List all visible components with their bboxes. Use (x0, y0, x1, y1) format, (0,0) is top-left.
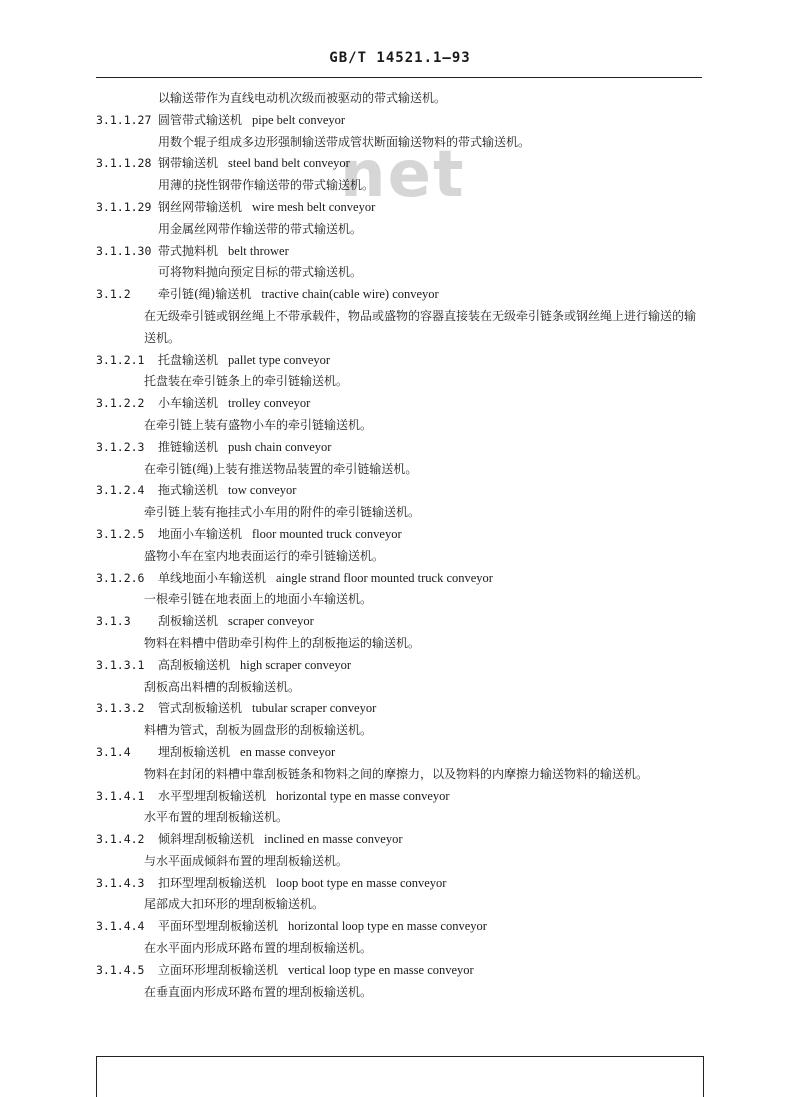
term-english: tow conveyor (228, 483, 297, 498)
term-chinese: 推链输送机 (158, 439, 219, 454)
term-heading (96, 153, 706, 175)
term-heading (96, 829, 706, 851)
term-chinese: 扣环型埋刮板输送机 (158, 875, 267, 890)
term-english: scraper conveyor (228, 614, 314, 629)
term-definition: 物料在料槽中借助牵引构件上的刮板拖运的输送机。 (144, 635, 421, 650)
term-chinese: 拖式输送机 (158, 483, 219, 498)
term-entry (96, 393, 706, 437)
term-english: belt thrower (228, 243, 289, 258)
term-english: floor mounted truck conveyor (252, 526, 402, 541)
term-entry (96, 655, 706, 699)
term-definition: 料槽为管式，刮板为圆盘形的刮板输送机。 (144, 723, 373, 738)
term-number: 3.1.2.5 (96, 526, 145, 541)
term-chinese: 牵引链(绳)输送机 (158, 287, 252, 302)
term-heading (96, 655, 706, 677)
term-english: loop boot type en masse conveyor (276, 875, 447, 890)
term-entry (96, 524, 706, 568)
term-number: 3.1.2.1 (96, 352, 145, 367)
term-entry (96, 611, 706, 655)
watermark: net (340, 138, 466, 212)
term-definition: 牵引链上装有拖挂式小车用的附件的牵引链输送机。 (144, 505, 421, 520)
term-definition: 托盘装在牵引链条上的牵引链输送机。 (144, 374, 349, 389)
term-number: 3.1.2.4 (96, 483, 145, 498)
term-english: inclined en masse conveyor (264, 832, 403, 847)
term-chinese: 圆管带式输送机 (158, 112, 243, 127)
term-definition: 刮板高出料槽的刮板输送机。 (144, 679, 301, 694)
term-entry (96, 153, 706, 197)
term-heading (96, 786, 706, 808)
term-number: 3.1.2.3 (96, 439, 145, 454)
term-chinese: 地面小车输送机 (158, 526, 243, 541)
term-chinese: 埋刮板输送机 (158, 744, 231, 759)
term-entry (96, 110, 706, 154)
term-definition: 物料在封闭的料槽中靠刮板链条和物料之间的摩擦力，以及物料的内摩擦力输送物料的输送机。 (144, 766, 649, 781)
term-english: horizontal type en masse conveyor (276, 788, 450, 803)
term-chinese: 小车输送机 (158, 396, 219, 411)
term-number: 3.1.4.1 (96, 788, 145, 803)
term-chinese: 钢带输送机 (158, 156, 219, 171)
term-entry (96, 350, 706, 394)
term-entry (96, 829, 706, 873)
term-number: 3.1.1.30 (96, 243, 152, 258)
term-chinese: 钢丝网带输送机 (158, 199, 243, 214)
term-english: pipe belt conveyor (252, 112, 346, 127)
term-number: 3.1.2.2 (96, 396, 145, 411)
term-english: tractive chain(cable wire) conveyor (261, 287, 439, 302)
term-entry (96, 698, 706, 742)
header-rule (96, 77, 702, 78)
term-chinese: 管式刮板输送机 (158, 701, 243, 716)
term-english: trolley conveyor (228, 396, 311, 411)
term-entry (96, 960, 706, 1004)
term-entry (96, 241, 706, 285)
term-entry (96, 568, 706, 612)
term-number: 3.1.4.3 (96, 875, 145, 890)
term-heading (96, 480, 706, 502)
term-chinese: 立面环形埋刮板输送机 (158, 962, 279, 977)
term-entry (96, 916, 706, 960)
term-heading (96, 437, 706, 459)
term-entry (96, 284, 706, 349)
term-definition: 盛物小车在室内地表面运行的牵引链输送机。 (144, 548, 385, 563)
term-chinese: 平面环型埋刮板输送机 (158, 919, 279, 934)
term-number: 3.1.2 (96, 287, 131, 302)
term-number: 3.1.2.6 (96, 570, 145, 585)
term-entry (96, 480, 706, 524)
term-chinese: 刮板输送机 (158, 614, 219, 629)
term-heading (96, 350, 706, 372)
term-heading (96, 916, 706, 938)
term-english: en masse conveyor (240, 744, 336, 759)
term-heading (96, 197, 706, 219)
term-heading (96, 241, 706, 263)
term-heading (96, 524, 706, 546)
term-entry (96, 197, 706, 241)
term-heading (96, 698, 706, 720)
term-english: high scraper conveyor (240, 657, 352, 672)
term-entry (96, 873, 706, 917)
term-definition: 用薄的挠性钢带作输送带的带式输送机。 (158, 178, 375, 193)
term-definition: 在水平面内形成环路布置的埋刮板输送机。 (144, 941, 373, 956)
term-number: 3.1.4.2 (96, 832, 145, 847)
term-definition: 在牵引链上装有盛物小车的牵引链输送机。 (144, 417, 373, 432)
term-list (96, 110, 706, 1004)
document-body (96, 88, 706, 1003)
lead-text: 以输送带作为直线电动机次级而被驱动的带式输送机。 (158, 91, 447, 105)
document-code: GB/T 14521.1—93 (329, 50, 471, 66)
term-heading (96, 284, 706, 306)
term-english: pallet type conveyor (228, 352, 331, 367)
term-english: vertical loop type en masse conveyor (288, 962, 474, 977)
term-entry (96, 742, 706, 786)
term-definition: 水平布置的埋刮板输送机。 (144, 810, 289, 825)
term-number: 3.1.1.29 (96, 199, 152, 214)
term-heading (96, 742, 706, 764)
term-number: 3.1.4.4 (96, 919, 145, 934)
term-heading (96, 960, 706, 982)
term-english: horizontal loop type en masse conveyor (288, 919, 487, 934)
term-chinese: 托盘输送机 (158, 352, 219, 367)
term-english: wire mesh belt conveyor (252, 199, 376, 214)
term-number: 3.1.4 (96, 744, 131, 759)
term-chinese: 倾斜埋刮板输送机 (158, 832, 255, 847)
term-entry (96, 786, 706, 830)
term-heading (96, 873, 706, 895)
term-chinese: 单线地面小车输送机 (158, 570, 267, 585)
term-chinese: 高刮板输送机 (158, 657, 231, 672)
term-heading (96, 611, 706, 633)
term-english: push chain conveyor (228, 439, 332, 454)
term-heading (96, 110, 706, 132)
term-english: tubular scraper conveyor (252, 701, 377, 716)
term-definition: 在牵引链(绳)上装有推送物品装置的牵引链输送机。 (144, 461, 418, 476)
term-number: 3.1.4.5 (96, 962, 145, 977)
term-definition: 在垂直面内形成环路布置的埋刮板输送机。 (144, 984, 373, 999)
term-definition: 尾部成大扣环形的埋刮板输送机。 (144, 897, 325, 912)
term-english: steel band belt conveyor (228, 156, 350, 171)
term-number: 3.1.3.2 (96, 701, 145, 716)
term-heading (96, 568, 706, 590)
term-definition: 用金属丝网带作输送带的带式输送机。 (158, 221, 363, 236)
term-definition: 用数个辊子组成多边形强制输送带成管状断面输送物料的带式输送机。 (158, 134, 531, 149)
term-definition: 一根牵引链在地表面上的地面小车输送机。 (144, 592, 373, 607)
term-chinese: 带式抛料机 (158, 243, 219, 258)
term-entry (96, 437, 706, 481)
term-english: aingle strand floor mounted truck conveyor (276, 570, 493, 585)
term-heading (96, 393, 706, 415)
term-definition: 可将物料抛向预定目标的带式输送机。 (158, 265, 363, 280)
term-number: 3.1.3 (96, 614, 131, 629)
term-number: 3.1.1.28 (96, 156, 152, 171)
term-number: 3.1.1.27 (96, 112, 152, 127)
term-chinese: 水平型埋刮板输送机 (158, 788, 267, 803)
term-number: 3.1.3.1 (96, 657, 145, 672)
term-definition: 在无级牵引链或钢丝绳上不带承载件，物品或盛物的容器直接装在无级牵引链条或钢丝绳上进行输送的输送机。 (144, 308, 697, 345)
term-definition: 与水平面成倾斜布置的埋刮板输送机。 (144, 853, 349, 868)
